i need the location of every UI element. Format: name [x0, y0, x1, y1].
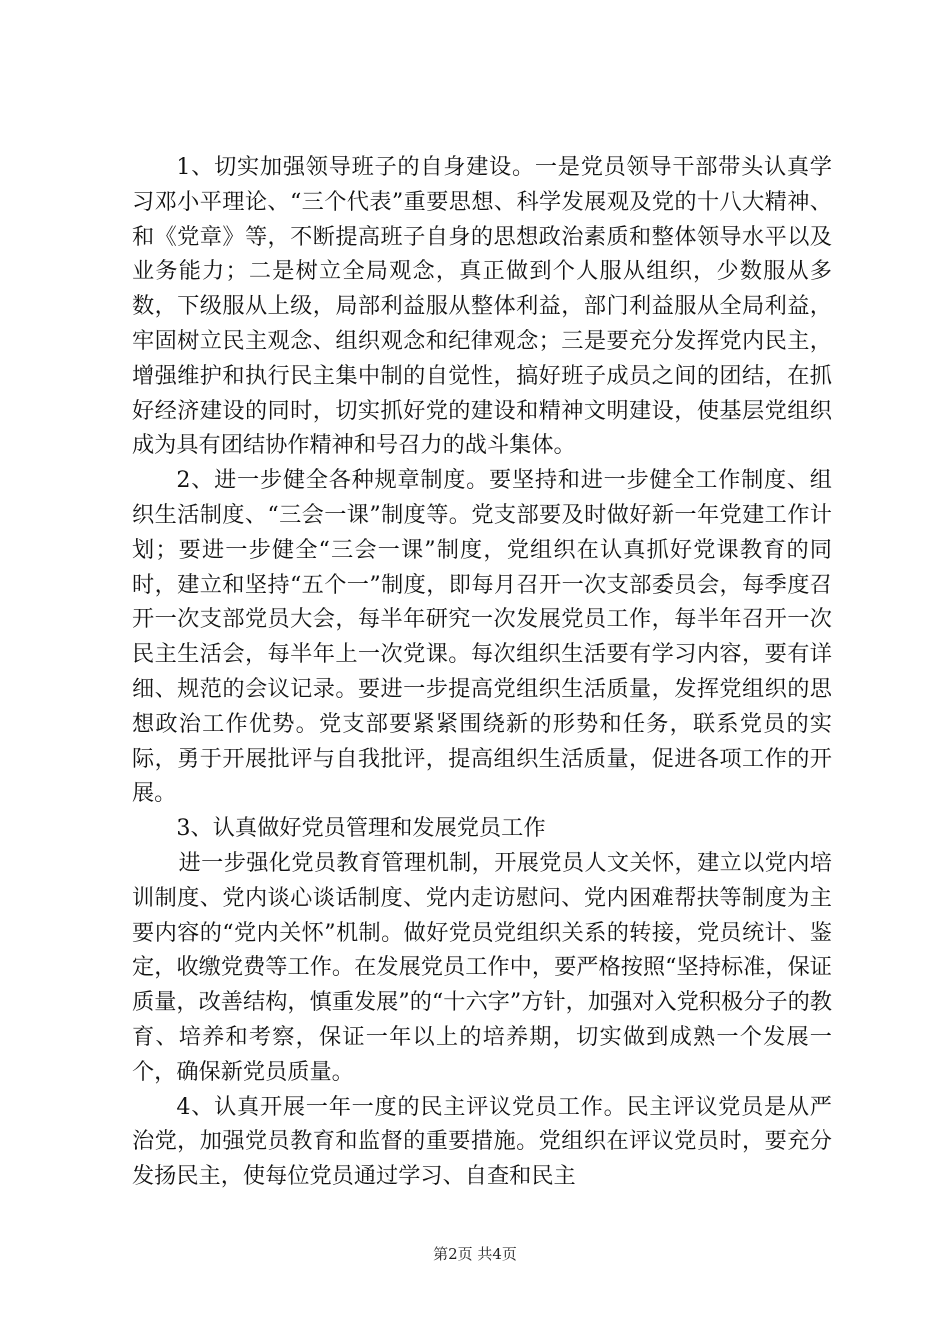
page-footer: 第2页 共4页 — [433, 1245, 517, 1263]
paragraph-leadership: 1、切实加强领导班子的自身建设。一是党员领导干部带头认真学习邓小平理论、“三个代表”重要思想、科学发展观及党的十八大精神、和《党章》等，不断提高班子自身的思想政治素质和整体领导水平以及业务能力；二是树立全局观念，真正做到个人服从组织，少数服从多数，下级服从上级，局部利益服从整体利益，部门利益服从全局利益，牢固树立民主观念、组织观念和纪律观念；三是要充分发挥党内民主，增强维护和执行民主集中制的自觉性，搞好班子成员之间的团结，在抓好经济建设的同时，切实抓好党的建设和精神文明建设，使基层党组织成为具有团结协作精神和号召力的战斗集体。 — [132, 154, 832, 459]
document-body — [132, 150, 832, 1194]
paragraph-member-management-heading: 3、认真做好党员管理和发展党员工作 — [176, 815, 546, 842]
paragraph-regulations: 2、进一步健全各种规章制度。要坚持和进一步健全工作制度、组织生活制度、“三会一课”制度等。党支部要及时做好新一年党建工作计划；要进一步健全“三会一课”制度，党组织在认真抓好党课教育的同时，建立和坚持“五个一”制度，即每月召开一次支部委员会，每季度召开一次支部党员大会，每半年研究一次发展党员工作，每半年召开一次民主生活会，每半年上一次党课。每次组织生活要有学习内容，要有详细、规范的会议记录。要进一步提高党组织生活质量，发挥党组织的思想政治工作优势。党支部要紧紧围绕新的形势和任务，联系党员的实际，勇于开展批评与自我批评，提高组织生活质量，促进各项工作的开展。 — [132, 467, 832, 807]
paragraph-member-management: 进一步强化党员教育管理机制，开展党员人文关怀，建立以党内培训制度、党内谈心谈话制度、党内走访慰问、党内困难帮扶等制度为主要内容的“党内关怀”机制。做好党员党组织关系的转接，党员统计、鉴定，收缴党费等工作。在发展党员工作中，要严格按照“坚持标准，保证质量，改善结构，慎重发展”的“十六字”方针，加强对入党积极分子的教育、培养和考察，保证一年以上的培养期，切实做到成熟一个发展一个，确保新党员质量。 — [132, 849, 832, 1085]
paragraph-democratic-review: 4、认真开展一年一度的民主评议党员工作。民主评议党员是从严治党，加强党员教育和监督的重要措施。党组织在评议党员时，要充分发扬民主，使每位党员通过学习、自查和民主 — [132, 1093, 832, 1190]
